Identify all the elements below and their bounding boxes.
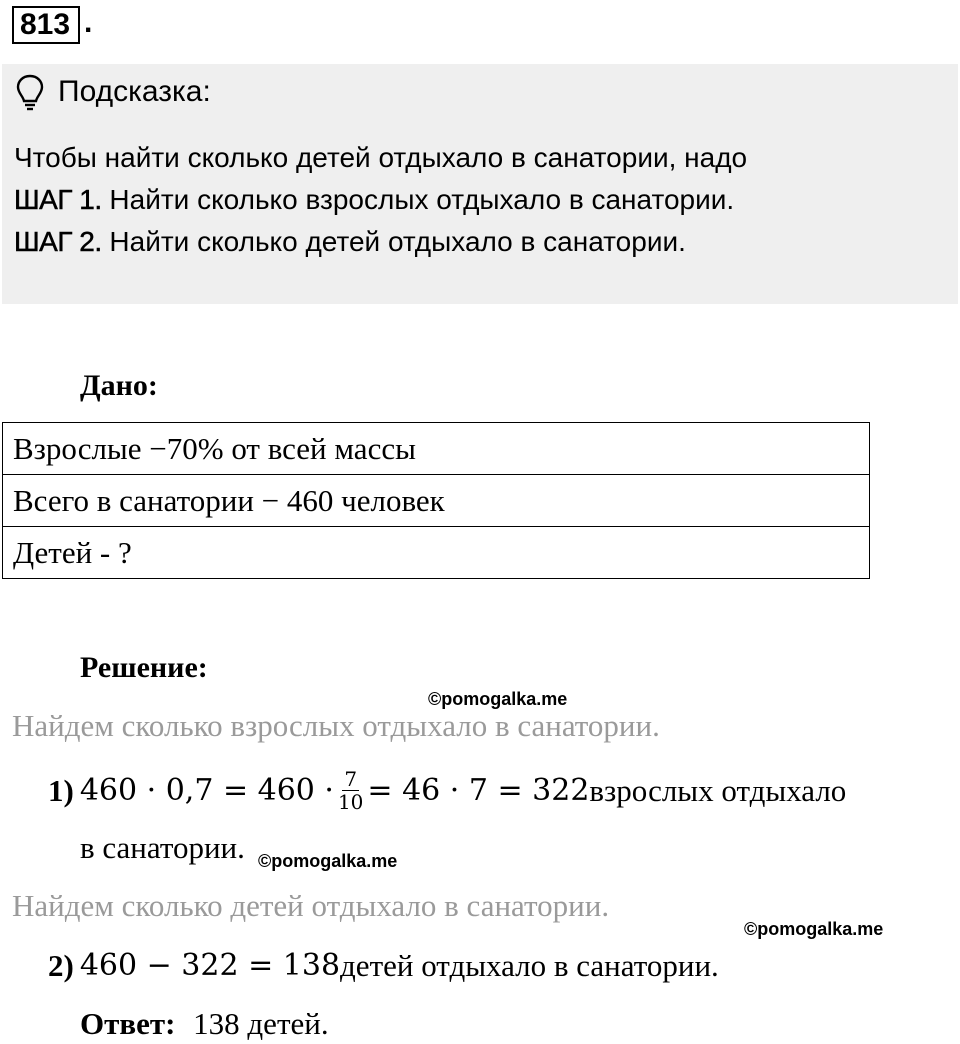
step2-caption: Найдем сколько детей отдыхало в санатории. <box>12 888 610 923</box>
answer-text: 138 детей. <box>193 1006 329 1041</box>
given-cell-adults: Взрослые −70% от всей массы <box>3 423 870 475</box>
hint-step-1-label: ШАГ 1. <box>14 184 102 215</box>
watermark: ©pomogalka.me <box>744 919 884 939</box>
step1-line <box>48 768 846 813</box>
given-cell-total: Всего в санатории − 460 человек <box>3 475 870 527</box>
hint-intro: Чтобы найти сколько детей отдыхало в санатории, надо <box>14 142 748 173</box>
step2-label: 2) <box>48 948 74 983</box>
lightbulb-icon <box>16 74 44 112</box>
step1-caption: Найдем сколько взрослых отдыхало в санатории. <box>12 708 660 743</box>
watermark: ©pomogalka.me <box>258 851 398 871</box>
step2-text: детей отдыхало в санатории. <box>340 948 719 983</box>
answer-line <box>80 1004 329 1044</box>
solution-heading: Решение: <box>80 651 208 684</box>
hint-step-2-label: ШАГ 2. <box>14 226 102 257</box>
task-number: 813 <box>12 6 80 44</box>
given-row <box>3 475 870 527</box>
hint-step-2-text: Найти сколько детей отдыхало в санатории. <box>101 226 686 257</box>
watermark: ©pomogalka.me <box>428 689 568 709</box>
step1-text-end: взрослых отдыхало <box>589 772 847 808</box>
given-cell-children: Детей - ? <box>3 527 870 579</box>
fraction-numerator: 7 <box>344 767 358 791</box>
hint-step-1 <box>14 182 734 218</box>
hint-step-1-text: Найти сколько взрослых отдыхало в санатории. <box>101 184 735 215</box>
hint-title: Подсказка: <box>58 75 211 108</box>
given-row <box>3 423 870 475</box>
step1-label: 1) <box>48 772 74 808</box>
step1-expr-start: 460 · 0,7 = 460 · <box>79 772 334 808</box>
task-number-dot: . <box>84 6 93 39</box>
step1-expr-end: = 46 · 7 = 322 <box>367 772 590 808</box>
step1-fraction <box>336 768 365 813</box>
given-table <box>2 422 870 579</box>
hint-step-2 <box>14 224 686 260</box>
given-heading: Дано: <box>80 369 158 402</box>
step1-continuation: в санатории. <box>80 830 245 865</box>
step2-line <box>48 946 719 986</box>
given-row <box>3 527 870 579</box>
step2-expr: 460 − 322 = 138 <box>79 948 341 983</box>
answer-label: Ответ: <box>80 1006 176 1041</box>
fraction-denominator: 10 <box>337 790 364 814</box>
